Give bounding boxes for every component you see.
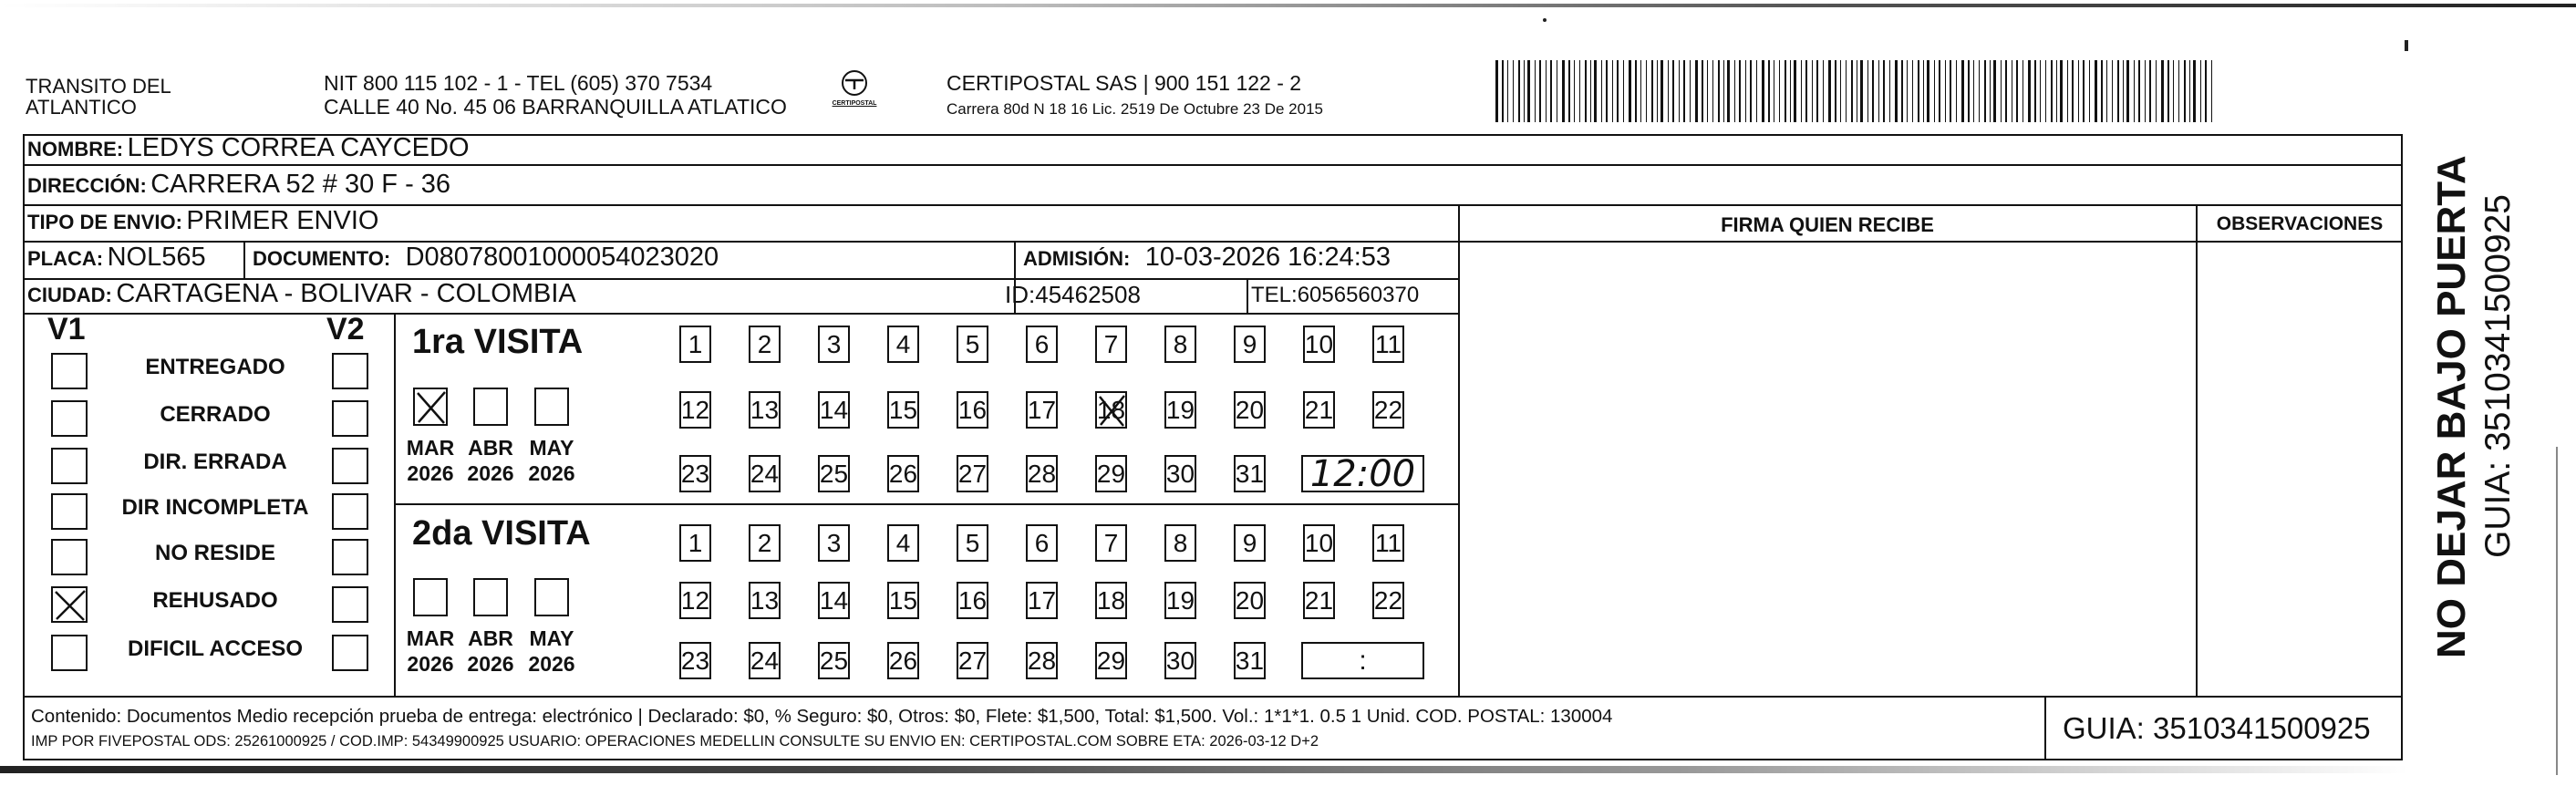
day-box[interactable]: 7 <box>1095 524 1127 562</box>
barcode-bar <box>1617 60 1619 122</box>
day-box[interactable]: 13 <box>749 582 781 619</box>
barcode-bar <box>1939 60 1940 122</box>
direccion-label: DIRECCIÓN: <box>27 174 147 197</box>
barcode-bar <box>1883 60 1885 122</box>
nombre-value: LEDYS CORREA CAYCEDO <box>127 133 470 162</box>
tipo-envio-label: TIPO DE ENVIO: <box>27 211 182 233</box>
col-divider <box>2196 204 2198 697</box>
day-box[interactable]: 3 <box>818 326 850 363</box>
barcode-bar <box>2078 60 2079 122</box>
documento-label: DOCUMENTO: <box>253 247 391 270</box>
firma-header: FIRMA QUIEN RECIBE <box>1721 213 1934 236</box>
day-box[interactable]: 14 <box>818 582 850 619</box>
barcode-bar <box>1872 60 1874 122</box>
col-divider <box>2044 696 2046 759</box>
barcode-bar <box>1651 60 1653 122</box>
scan-speck <box>1543 18 1547 22</box>
barcode-bar <box>1629 60 1631 122</box>
v1-label: V1 <box>47 312 86 346</box>
day-box[interactable]: 26 <box>887 642 919 679</box>
month-label: MAY 2026 <box>528 436 575 485</box>
barcode-bar <box>1956 60 1957 122</box>
day-box[interactable]: 23 <box>679 642 711 679</box>
month-checkbox[interactable] <box>534 388 569 426</box>
nombre-field <box>27 133 470 163</box>
day-box[interactable]: 11 <box>1372 326 1404 363</box>
barcode-bar <box>1657 60 1658 122</box>
observaciones-header: OBSERVACIONES <box>2216 213 2384 234</box>
day-box[interactable]: 12 <box>679 391 711 429</box>
barcode-bar <box>2167 60 2169 122</box>
day-box[interactable]: 21 <box>1303 391 1335 429</box>
day-box[interactable]: 23 <box>679 455 711 492</box>
barcode-bar <box>1524 60 1525 122</box>
barcode <box>1495 60 2221 124</box>
month-checkbox[interactable] <box>413 578 448 616</box>
v2-checkbox[interactable] <box>332 448 368 484</box>
v1-checkbox[interactable] <box>51 586 88 623</box>
barcode-bar <box>2173 60 2174 122</box>
barcode-bar <box>1750 60 1752 122</box>
day-box[interactable]: 20 <box>1234 582 1266 619</box>
barcode-bar <box>1801 60 1802 122</box>
barcode-bar <box>1550 60 1552 122</box>
barcode-bar <box>1762 60 1764 122</box>
month-label: ABR 2026 <box>467 436 514 485</box>
barcode-bar <box>2083 60 2085 122</box>
barcode-bar <box>1934 60 1935 122</box>
scan-edge-right <box>2556 447 2558 775</box>
barcode-bar <box>2123 60 2124 122</box>
barcode-bar <box>1562 60 1565 122</box>
footer-guia: GUIA: 3510341500925 <box>2063 711 2371 745</box>
time-box[interactable]: : <box>1301 642 1424 679</box>
barcode-bar <box>2193 60 2196 122</box>
v2-checkbox[interactable] <box>332 586 368 623</box>
day-box[interactable]: 1 <box>679 326 711 363</box>
v1-checkbox[interactable] <box>51 353 88 389</box>
barcode-bar <box>2016 60 2018 122</box>
barcode-bar <box>1867 60 1868 122</box>
barcode-bar <box>1568 60 1570 122</box>
month-label: MAY 2026 <box>528 626 575 676</box>
barcode-bar <box>2112 60 2113 122</box>
row-line <box>23 204 2403 206</box>
barcode-bar <box>2156 60 2157 122</box>
row-line <box>23 164 2403 166</box>
barcode-bar <box>1835 60 1836 122</box>
day-box[interactable]: 2 <box>749 326 781 363</box>
barcode-bar <box>1828 60 1831 122</box>
imp-line: IMP POR FIVEPOSTAL ODS: 25261000925 / COD.IMP: 54349900925 USUARIO: OPERACIONES MEDELLIN CONSULTE SU ENVIO EN: CERTIPOSTAL.COM SOBRE ETA: 2026-03-12 D+2 <box>31 733 1319 750</box>
v1-checkbox[interactable] <box>51 635 88 671</box>
day-box[interactable]: 5 <box>957 326 988 363</box>
id-label: ID: <box>1005 281 1036 308</box>
day-box[interactable]: 16 <box>957 391 988 429</box>
day-box[interactable]: 19 <box>1164 391 1196 429</box>
barcode-bar <box>1646 60 1647 122</box>
barcode-bar <box>1727 60 1730 122</box>
barcode-bar <box>1812 60 1813 122</box>
placa-label: PLACA: <box>27 247 104 270</box>
day-box[interactable]: 26 <box>887 455 919 492</box>
day-box[interactable]: 24 <box>749 642 781 679</box>
day-box[interactable]: 18 <box>1095 391 1127 429</box>
side-guia: GUIA: 3510341500925 <box>2478 194 2518 558</box>
barcode-bar <box>1927 60 1929 122</box>
day-box[interactable]: 17 <box>1026 391 1058 429</box>
barcode-bar <box>1739 60 1741 122</box>
barcode-bar <box>2056 60 2057 122</box>
barcode-bar <box>2189 60 2190 122</box>
v1-checkbox[interactable] <box>51 493 88 530</box>
day-box[interactable]: 30 <box>1164 455 1196 492</box>
v2-checkbox[interactable] <box>332 539 368 575</box>
row-line <box>23 313 1459 315</box>
barcode-bar <box>1579 60 1580 122</box>
certipostal-logo <box>833 67 876 119</box>
v2-checkbox[interactable] <box>332 400 368 437</box>
month-checkbox[interactable] <box>473 388 508 426</box>
barcode-bar <box>1495 60 1498 122</box>
ciudad-field <box>27 279 576 309</box>
barcode-bar <box>1546 60 1547 122</box>
v2-checkbox[interactable] <box>332 635 368 671</box>
tel-label: TEL: <box>1251 283 1298 307</box>
barcode-bar <box>1707 60 1708 122</box>
tel-field <box>1251 283 1419 308</box>
barcode-bar <box>2095 60 2097 122</box>
day-box[interactable]: 3 <box>818 524 850 562</box>
barcode-bar <box>1574 60 1575 122</box>
month-label: MAR 2026 <box>406 626 455 676</box>
day-box[interactable]: 19 <box>1164 582 1196 619</box>
day-box[interactable]: 7 <box>1095 326 1127 363</box>
documento-value: D08078001000054023020 <box>405 243 719 272</box>
barcode-bar <box>1702 60 1703 122</box>
documento-field <box>253 243 719 273</box>
tel-value: 6056560370 <box>1297 283 1420 307</box>
col-divider <box>243 241 245 278</box>
day-box[interactable]: 16 <box>957 582 988 619</box>
contenido-line: Contenido: Documentos Medio recepción prueba de entrega: electrónico | Declarado: $0, % Seguro: $0, Otros: $0, Flete: $1,500, Total: $1,500. Vol.: 1*1*1. 0.5 1 Unid. COD. POSTAL: 130004 <box>31 706 1613 727</box>
day-box[interactable]: 15 <box>887 391 919 429</box>
v2-checkbox[interactable] <box>332 353 368 389</box>
v1-checkbox[interactable] <box>51 400 88 437</box>
tipo-envio-value: PRIMER ENVIO <box>186 206 379 235</box>
day-box[interactable]: 20 <box>1234 391 1266 429</box>
v2-label: V2 <box>326 312 365 346</box>
barcode-bar <box>1779 60 1780 122</box>
barcode-bar <box>1606 60 1608 122</box>
issuer-nit: NIT 800 115 102 - 1 - TEL (605) 370 7534 <box>324 71 713 95</box>
direccion-value: CARRERA 52 # 30 F - 36 <box>150 170 451 199</box>
barcode-bar <box>1585 60 1587 122</box>
day-box[interactable]: 30 <box>1164 642 1196 679</box>
tipo-envio-field <box>27 206 378 236</box>
scan-edge-top <box>0 4 2576 7</box>
barcode-bar <box>1840 60 1841 122</box>
barcode-bar <box>2138 60 2140 122</box>
barcode-bar <box>1860 60 1863 122</box>
day-box[interactable]: 8 <box>1164 326 1196 363</box>
barcode-bar <box>1785 60 1786 122</box>
id-value: 45462508 <box>1035 281 1141 308</box>
barcode-bar <box>2028 60 2031 122</box>
barcode-bar <box>1683 60 1685 122</box>
status-label: DIR. ERRADA <box>143 450 287 474</box>
barcode-bar <box>1878 60 1879 122</box>
day-box[interactable]: 22 <box>1372 582 1404 619</box>
barcode-bar <box>1668 60 1669 122</box>
barcode-bar <box>1539 60 1541 122</box>
barcode-bar <box>1961 60 1964 122</box>
barcode-bar <box>1901 60 1903 122</box>
day-box[interactable]: 13 <box>749 391 781 429</box>
barcode-bar <box>2134 60 2135 122</box>
barcode-bar <box>1640 60 1641 122</box>
v2-checkbox[interactable] <box>332 493 368 530</box>
barcode-bar <box>2184 60 2186 122</box>
barcode-bar <box>1950 60 1951 122</box>
scan-edge-bottom <box>0 766 2407 773</box>
day-box[interactable]: 9 <box>1234 326 1266 363</box>
barcode-bar <box>1734 60 1735 122</box>
day-box[interactable]: 6 <box>1026 326 1058 363</box>
barcode-bar <box>1907 60 1908 122</box>
barcode-bar <box>2161 60 2164 122</box>
day-box[interactable]: 1 <box>679 524 711 562</box>
barcode-bar <box>2001 60 2002 122</box>
id-field <box>1005 281 1141 309</box>
barcode-bar <box>1660 60 1663 122</box>
day-box[interactable]: 4 <box>887 326 919 363</box>
courier-name: CERTIPOSTAL SAS | 900 151 122 - 2 <box>947 71 1302 95</box>
barcode-bar <box>1945 60 1946 122</box>
barcode-bar <box>1718 60 1720 122</box>
status-label: REHUSADO <box>152 588 278 613</box>
second-visit-title: 2da VISITA <box>412 514 591 553</box>
barcode-bar <box>1918 60 1919 122</box>
month-label: ABR 2026 <box>467 626 514 676</box>
issuer-address: CALLE 40 No. 45 06 BARRANQUILLA ATLATICO <box>324 95 787 119</box>
day-box[interactable]: 14 <box>818 391 850 429</box>
barcode-bar <box>1794 60 1796 122</box>
day-box[interactable]: 27 <box>957 642 988 679</box>
barcode-bar <box>2034 60 2036 122</box>
day-box[interactable]: 8 <box>1164 524 1196 562</box>
day-box[interactable]: 29 <box>1095 455 1127 492</box>
barcode-bar <box>2149 60 2151 122</box>
barcode-bar <box>1745 60 1746 122</box>
status-label: NO RESIDE <box>154 541 276 565</box>
barcode-bar <box>1594 60 1597 122</box>
barcode-bar <box>1690 60 1691 122</box>
day-box[interactable]: 9 <box>1234 524 1266 562</box>
placa-field <box>27 243 206 273</box>
courier-address: Carrera 80d N 18 16 Lic. 2519 De Octubre 23 De 2015 <box>947 100 1323 118</box>
v1-checkbox[interactable] <box>51 448 88 484</box>
barcode-bar <box>2060 60 2063 122</box>
admision-value: 10-03-2026 16:24:53 <box>1144 243 1391 272</box>
day-box[interactable]: 4 <box>887 524 919 562</box>
ciudad-value: CARTAGENA - BOLIVAR - COLOMBIA <box>116 279 576 308</box>
day-box[interactable]: 11 <box>1372 524 1404 562</box>
barcode-bar <box>1623 60 1624 122</box>
v1-checkbox[interactable] <box>51 539 88 575</box>
barcode-bar <box>1968 60 1970 122</box>
status-label: DIFICIL ACCESO <box>127 636 303 661</box>
day-box[interactable]: 15 <box>887 582 919 619</box>
month-checkbox[interactable] <box>534 578 569 616</box>
barcode-bar <box>2205 60 2207 122</box>
barcode-bar <box>1993 60 1996 122</box>
status-label: CERRADO <box>160 402 271 427</box>
barcode-bar <box>1502 60 1504 122</box>
barcode-bar <box>2211 60 2212 122</box>
barcode-bar <box>1816 60 1818 122</box>
month-checkbox[interactable] <box>473 578 508 616</box>
barcode-bar <box>1590 60 1591 122</box>
barcode-bar <box>1612 60 1613 122</box>
barcode-bar <box>1513 60 1514 122</box>
day-box[interactable]: 5 <box>957 524 988 562</box>
barcode-bar <box>2126 60 2129 122</box>
table-bottom <box>23 759 2403 760</box>
barcode-bar <box>2200 60 2201 122</box>
ciudad-label: CIUDAD: <box>27 284 112 306</box>
barcode-bar <box>1679 60 1680 122</box>
col-divider <box>1247 278 1248 313</box>
barcode-bar <box>1601 60 1602 122</box>
day-box[interactable]: 2 <box>749 524 781 562</box>
barcode-bar <box>2005 60 2007 122</box>
barcode-bar <box>1723 60 1724 122</box>
barcode-bar <box>1990 60 1991 122</box>
status-label: DIR INCOMPLETA <box>121 495 309 520</box>
day-box[interactable]: 28 <box>1026 642 1058 679</box>
barcode-bar <box>2178 60 2179 122</box>
barcode-bar <box>1805 60 1807 122</box>
barcode-bar <box>1635 60 1637 122</box>
day-box[interactable]: 27 <box>957 455 988 492</box>
barcode-bar <box>1846 60 1847 122</box>
barcode-bar <box>1923 60 1924 122</box>
day-box[interactable]: 12 <box>679 582 711 619</box>
barcode-bar <box>2145 60 2146 122</box>
barcode-bar <box>1979 60 1980 122</box>
barcode-bar <box>1823 60 1824 122</box>
table-left <box>23 134 25 760</box>
month-checkbox[interactable] <box>413 388 448 426</box>
barcode-bar <box>2072 60 2074 122</box>
barcode-bar <box>2117 60 2119 122</box>
nombre-label: NOMBRE: <box>27 138 124 160</box>
barcode-bar <box>2106 60 2107 122</box>
day-box[interactable]: 29 <box>1095 642 1127 679</box>
barcode-bar <box>1790 60 1791 122</box>
barcode-bar <box>1973 60 1974 122</box>
barcode-bar <box>1768 60 1770 122</box>
scan-speck <box>2405 40 2408 51</box>
col-divider <box>1458 204 1460 697</box>
day-box[interactable]: 31 <box>1234 642 1266 679</box>
barcode-bar <box>1527 60 1530 122</box>
barcode-bar <box>1507 60 1508 122</box>
barcode-bar <box>2051 60 2053 122</box>
admision-label: ADMISIÓN: <box>1023 247 1131 270</box>
month-label: MAR 2026 <box>406 436 455 485</box>
direccion-field <box>27 170 450 200</box>
logo-text: CERTIPOSTAL <box>832 100 877 107</box>
barcode-bar <box>1984 60 1986 122</box>
first-visit-title: 1ra VISITA <box>412 323 584 361</box>
barcode-bar <box>1518 60 1520 122</box>
admision-field <box>1023 243 1391 273</box>
day-box[interactable]: 6 <box>1026 524 1058 562</box>
day-box[interactable]: 21 <box>1303 582 1335 619</box>
row-line <box>394 503 1459 505</box>
time-box[interactable]: 12:00 <box>1301 455 1424 492</box>
barcode-bar <box>1535 60 1536 122</box>
day-box[interactable]: 25 <box>818 642 850 679</box>
day-box[interactable]: 31 <box>1234 455 1266 492</box>
barcode-bar <box>1889 60 1890 122</box>
day-box[interactable]: 10 <box>1303 524 1335 562</box>
day-box[interactable]: 22 <box>1372 391 1404 429</box>
barcode-bar <box>1756 60 1757 122</box>
issuer-name-line1: TRANSITO DEL <box>26 75 171 98</box>
barcode-bar <box>2089 60 2090 122</box>
issuer-name-line2: ATLANTICO <box>26 96 137 119</box>
barcode-bar <box>1895 60 1898 122</box>
day-box[interactable]: 25 <box>818 455 850 492</box>
barcode-bar <box>1695 60 1698 122</box>
status-label: ENTREGADO <box>145 355 285 379</box>
check-x-mark <box>415 389 448 426</box>
day-box[interactable]: 10 <box>1303 326 1335 363</box>
check-x-mark <box>1097 393 1127 429</box>
day-box[interactable]: 28 <box>1026 455 1058 492</box>
barcode-bar <box>2067 60 2068 122</box>
barcode-bar <box>2045 60 2046 122</box>
barcode-bar <box>2101 60 2103 122</box>
barcode-bar <box>1672 60 1674 122</box>
barcode-bar <box>2040 60 2041 122</box>
day-box[interactable]: 18 <box>1095 582 1127 619</box>
barcode-bar <box>1712 60 1713 122</box>
barcode-bar <box>1912 60 1913 122</box>
day-box[interactable]: 17 <box>1026 582 1058 619</box>
placa-value: NOL565 <box>107 243 206 272</box>
barcode-bar <box>1851 60 1853 122</box>
side-warning: NO DEJAR BAJO PUERTA <box>2429 155 2474 658</box>
check-x-mark <box>53 588 88 623</box>
day-box[interactable]: 24 <box>749 455 781 492</box>
